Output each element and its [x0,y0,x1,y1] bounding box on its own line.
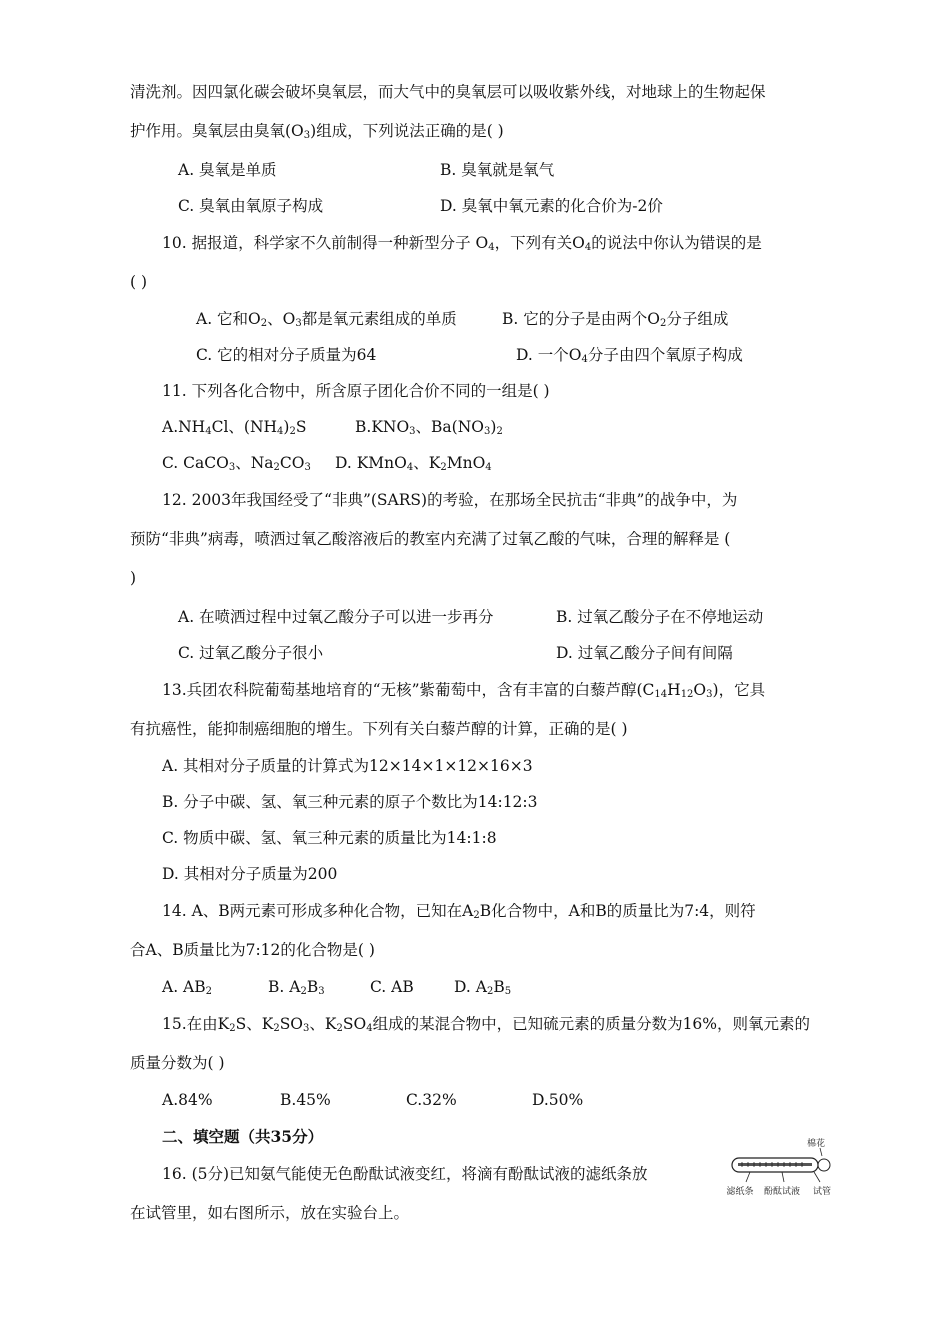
q13-line1: 13.兵团农科院葡萄基地培育的“无核”紫葡萄中，含有丰富的白藜芦醇$(C_{14}H_{12}O_3)$，它具 [162,681,766,700]
q9-option-a: A. 臭氧是单质 [178,161,277,179]
cotton-label: 棉花 [806,1139,826,1149]
q11-option-a: $A.NH_4Cl$、$(NH_4)_2S$ [162,418,307,437]
q15-option-a: A.84% [162,1091,213,1109]
q15-option-d: D.50% [532,1091,584,1109]
q10-option-a: A. 它和$O_2$、$O_3$都是氧元素组成的单质 [196,310,457,329]
tube-label: 试管 [812,1187,832,1197]
q10-option-d: D. 一个$O_4$分子由四个氧原子构成 [516,346,743,365]
q13-line2: 有抗癌性，能抑制癌细胞的增生。下列有关白藜芦醇的计算，正确的是( ) [130,720,628,738]
q14-option-d: D. $A_2B_5$ [454,978,512,997]
reagent-label: 酚酞试液 [763,1187,801,1197]
q9-option-c: C. 臭氧由氧原子构成 [178,197,324,215]
q12-line3: ) [130,569,137,587]
paper-leader-line [746,1172,750,1182]
q12-option-a: A. 在喷洒过程中过氧乙酸分子可以进一步再分 [178,608,494,626]
cotton-leader-line [820,1148,822,1156]
q15-option-c: C.32% [406,1091,457,1109]
q11-option-c: C. CaCO$_3$、$Na_2CO_3$ [162,454,311,473]
q14-option-a: A. $AB_2$ [162,978,213,997]
test-tube-figure [722,1136,832,1200]
q14-line2: 合A、B质量比为7:12的化合物是( ) [130,941,375,959]
q10-option-b: B. 它的分子是由两个$O_2$分子组成 [502,310,729,329]
q9-line1: 清洗剂。因四氯化碳会破坏臭氧层，而大气中的臭氧层可以吸收紫外线，对地球上的生物起保 [130,83,766,101]
q14-option-c: C. AB [370,978,414,996]
q14-line1: 14. A、B两元素可形成多种化合物，已知在$A_2B$化合物中，A和B的质量比为7:4，则符 [162,902,756,921]
q10-line2: ( ) [130,273,148,291]
q13-option-b: B. 分子中碳、氢、氧三种元素的原子个数比为14:12:3 [162,793,538,811]
q12-option-b: B. 过氧乙酸分子在不停地运动 [556,608,764,626]
q14-option-b: B. $A_2B_3$ [268,978,325,997]
q11-line1: 11. 下列各化合物中，所含原子团化合价不同的一组是( ) [162,382,550,400]
q15-line2: 质量分数为( ) [130,1054,225,1072]
q10-line1: 10. 据报道，科学家不久前制得一种新型分子 $O_4$，下列有关$O_4$的说法中你认为错误的是 [162,234,762,253]
q9-option-d: D. 臭氧中氧元素的化合价为-2价 [440,197,663,215]
q15-option-b: B.45% [280,1091,331,1109]
filter-paper-strip [738,1163,812,1166]
q12-option-d: D. 过氧乙酸分子间有间隔 [556,644,733,662]
q16-line1: 16. (5分)已知氨气能使无色酚酞试液变红，将滴有酚酞试液的滤纸条放 [162,1165,648,1183]
reagent-leader-line [782,1172,784,1182]
q9-line2: 护作用。臭氧层由臭氧$(O_3)$组成，下列说法正确的是( ) [130,122,504,141]
filter-paper-label: 滤纸条 [726,1187,754,1197]
q11-option-d: D. KMnO$_4$、$K_2MnO_4$ [335,454,492,473]
q12-line1: 12. 2003年我国经受了“非典”(SARS)的考验，在那场全民抗击“非典”的战争中，为 [162,491,738,509]
q13-option-a: A. 其相对分子质量的计算式为12×14×1×12×16×3 [162,757,533,775]
q10-option-c: C. 它的相对分子质量为64 [196,346,377,364]
q12-line2: 预防“非典”病毒，喷洒过氧乙酸溶液后的教室内充满了过氧乙酸的气味，合理的解释是 ( [130,530,731,548]
q16-line2: 在试管里，如右图所示，放在实验台上。 [130,1204,410,1222]
q12-option-c: C. 过氧乙酸分子很小 [178,644,324,662]
tube-leader-line [814,1172,820,1182]
q15-line1: 15.在由$K_2S$、$K_2SO_3$、$K_2SO_4$组成的某混合物中，已知硫元素的质量分数为16%，则氧元素的 [162,1015,811,1034]
q13-option-d: D. 其相对分子质量为200 [162,865,338,883]
q11-option-b: $B.KNO_3$、$Ba(NO_3)_2$ [355,418,503,437]
cotton-plug [818,1159,830,1171]
section-title: 二、填空题（共35分） [162,1127,324,1146]
q13-option-c: C. 物质中碳、氢、氧三种元素的质量比为14:1:8 [162,829,497,847]
q9-option-b: B. 臭氧就是氧气 [440,161,555,179]
